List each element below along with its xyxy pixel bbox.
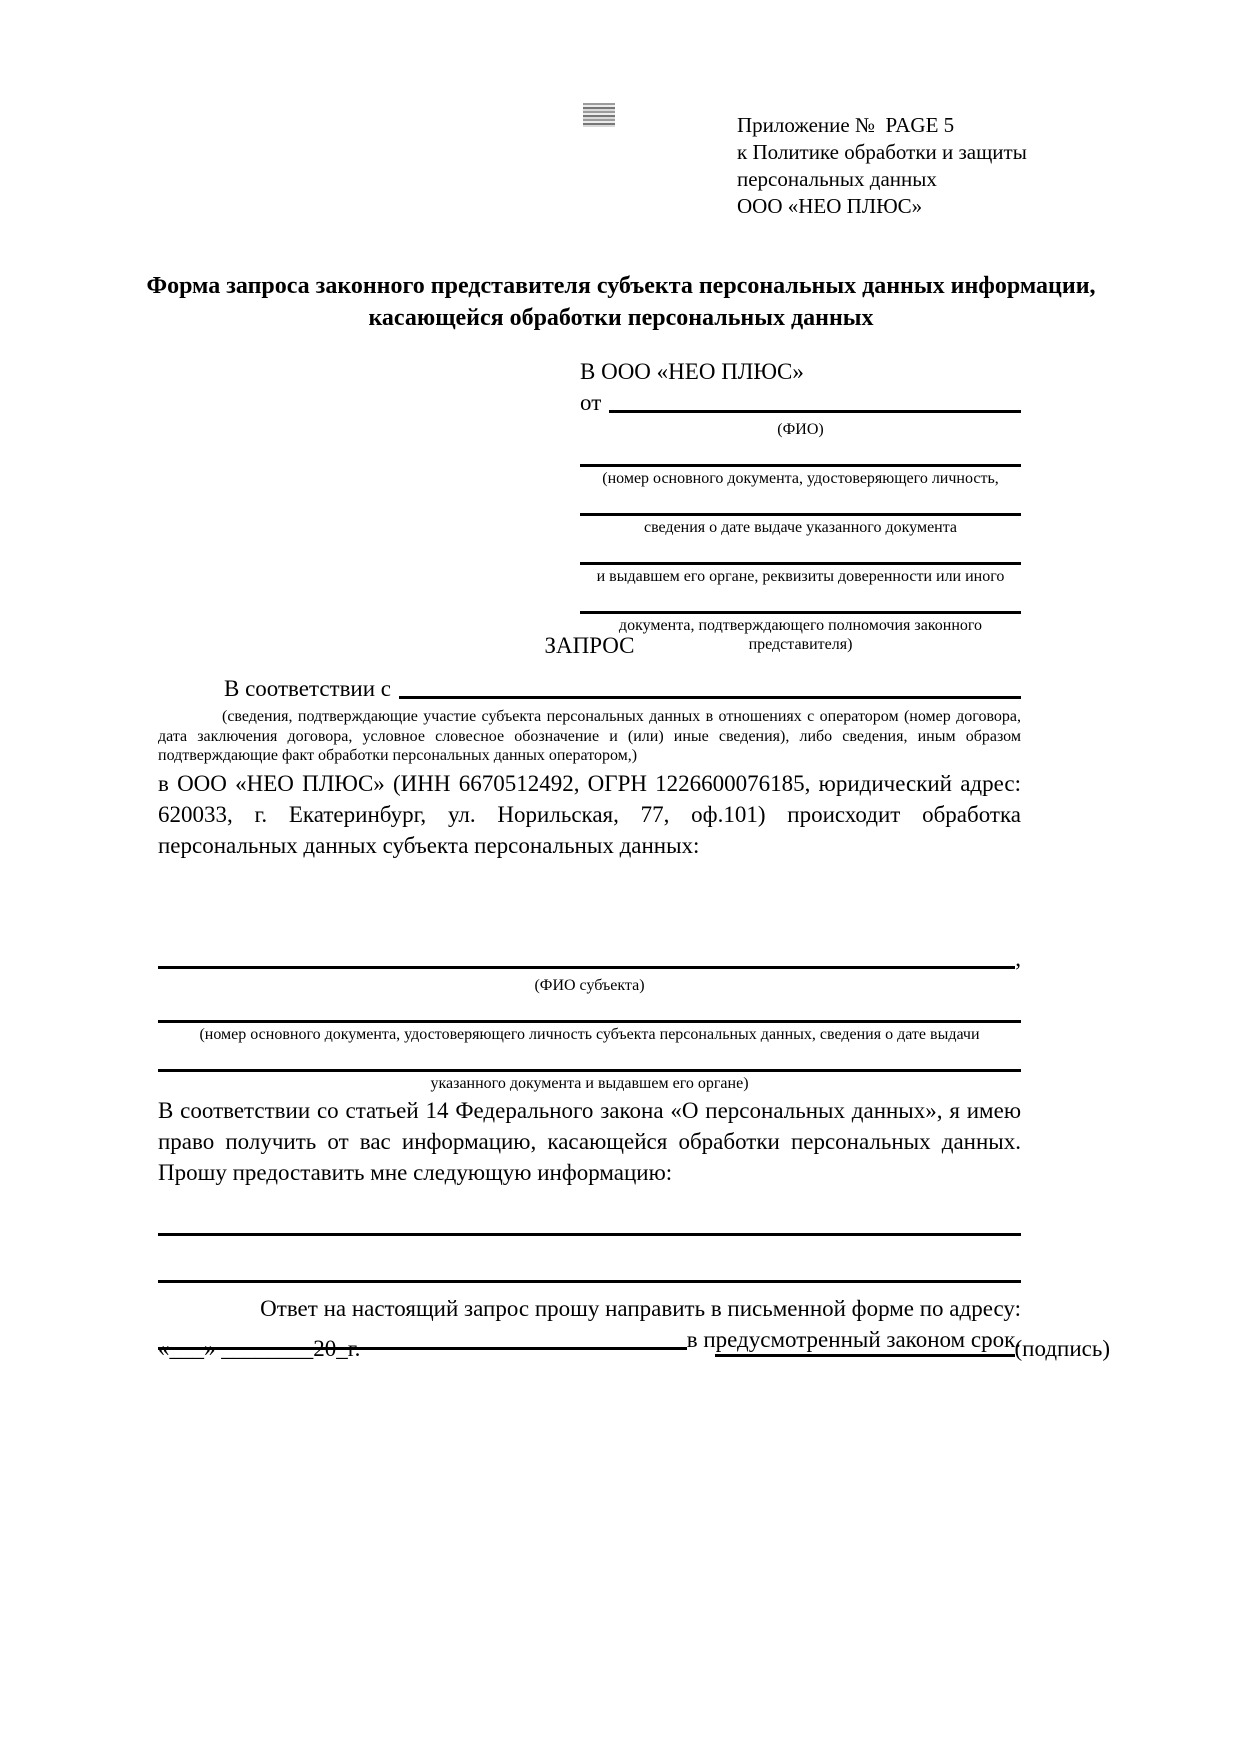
- fill-line: [399, 696, 1021, 699]
- basis-field: [158, 673, 1021, 704]
- document-number-field: [580, 464, 1021, 488]
- request-heading: ЗАПРОС: [544, 633, 635, 658]
- date-field: «___» ________20_г.: [158, 1336, 361, 1361]
- field-caption: указанного документа и выдавшем его органе): [430, 1075, 749, 1093]
- fill-line: [158, 966, 1015, 969]
- fill-line: [580, 611, 1021, 614]
- field-caption: документа, подтверждающего полномочия законного представителя): [618, 617, 983, 654]
- fill-line: [580, 562, 1021, 565]
- basis-note: (сведения, подтверждающие участие субъекта персональных данных в отношениях с оператором (номер договора, дата заключения договора, условное словесное обозначение и (или) иные сведения), либо сведения, иным образом подтверждающие факт обработки персональных данных оператором,): [158, 708, 1021, 765]
- appendix-header: [737, 112, 1027, 220]
- fill-line: [609, 410, 1021, 413]
- field-caption: сведения о дате выдаче указанного документа: [643, 518, 958, 536]
- fill-line: [158, 1020, 1021, 1023]
- fill-line: [158, 1069, 1021, 1072]
- fill-line: [580, 464, 1021, 467]
- reply-instruction: Ответ на настоящий запрос прошу направить в письменной форме по адресу:: [260, 1295, 1021, 1321]
- reply-suffix: в предусмотренный законом срок.: [686, 1326, 1021, 1352]
- from-label: от: [580, 389, 602, 415]
- request-body: [158, 630, 1021, 1355]
- signature-field: [715, 1336, 1110, 1362]
- addressee-company: В ООО «НЕО ПЛЮС»: [580, 359, 804, 384]
- subject-document-field2: [158, 1069, 1021, 1093]
- fio-caption: (ФИО): [777, 420, 824, 438]
- header-line: ООО «НЕО ПЛЮС»: [737, 193, 923, 218]
- subject-fio-caption: (ФИО субъекта): [534, 976, 645, 994]
- signature-line: [715, 1354, 1015, 1357]
- fill-line: [158, 1233, 1021, 1236]
- subject-document-field: [158, 1020, 1021, 1044]
- fill-line: [158, 1280, 1021, 1283]
- basis-label: В соответствии с: [224, 676, 392, 702]
- subject-fio-field: [158, 943, 1021, 974]
- header-line: Приложение № PAGE 5: [737, 113, 955, 137]
- company-logo-image: [583, 103, 615, 127]
- line-suffix: ,: [1015, 945, 1021, 971]
- addressee-block: [580, 358, 1021, 655]
- signature-caption: (подпись): [1014, 1336, 1110, 1361]
- form-title: Форма запроса законного представителя субъекта персональных данных информации, касающейся обработки персональных данных: [146, 273, 1096, 332]
- field-caption: и выдавшем его органе, реквизиты доверенности или иного: [596, 568, 1005, 586]
- issue-date-field: [580, 513, 1021, 537]
- operator-paragraph: в ООО «НЕО ПЛЮС» (ИНН 6670512492, ОГРН 1226600076185, юридический адрес: 620033, г. Екатеринбург, ул. Норильская, 77, оф.101) происходит обработка персональных данных субъекта персональных данных:: [158, 770, 1021, 858]
- field-caption: (номер основного документа, удостоверяющего личность субъекта персональных данных, сведения о дате выдачи: [199, 1026, 980, 1044]
- header-line: персональных данных: [737, 166, 937, 191]
- field-caption: (номер основного документа, удостоверяющего личность,: [602, 469, 999, 487]
- fill-line: [580, 513, 1021, 516]
- signature-row: [158, 1336, 1110, 1362]
- header-line: к Политике обработки и защиты: [737, 139, 1027, 164]
- law-paragraph: В соответствии со статьей 14 Федерального закона «О персональных данных», я имею право получить от вас информацию, касающейся обработки персональных данных. Прошу предоставить мне следующую информацию:: [158, 1098, 1021, 1186]
- issuing-authority-field: [580, 562, 1021, 586]
- from-field: [580, 389, 1021, 418]
